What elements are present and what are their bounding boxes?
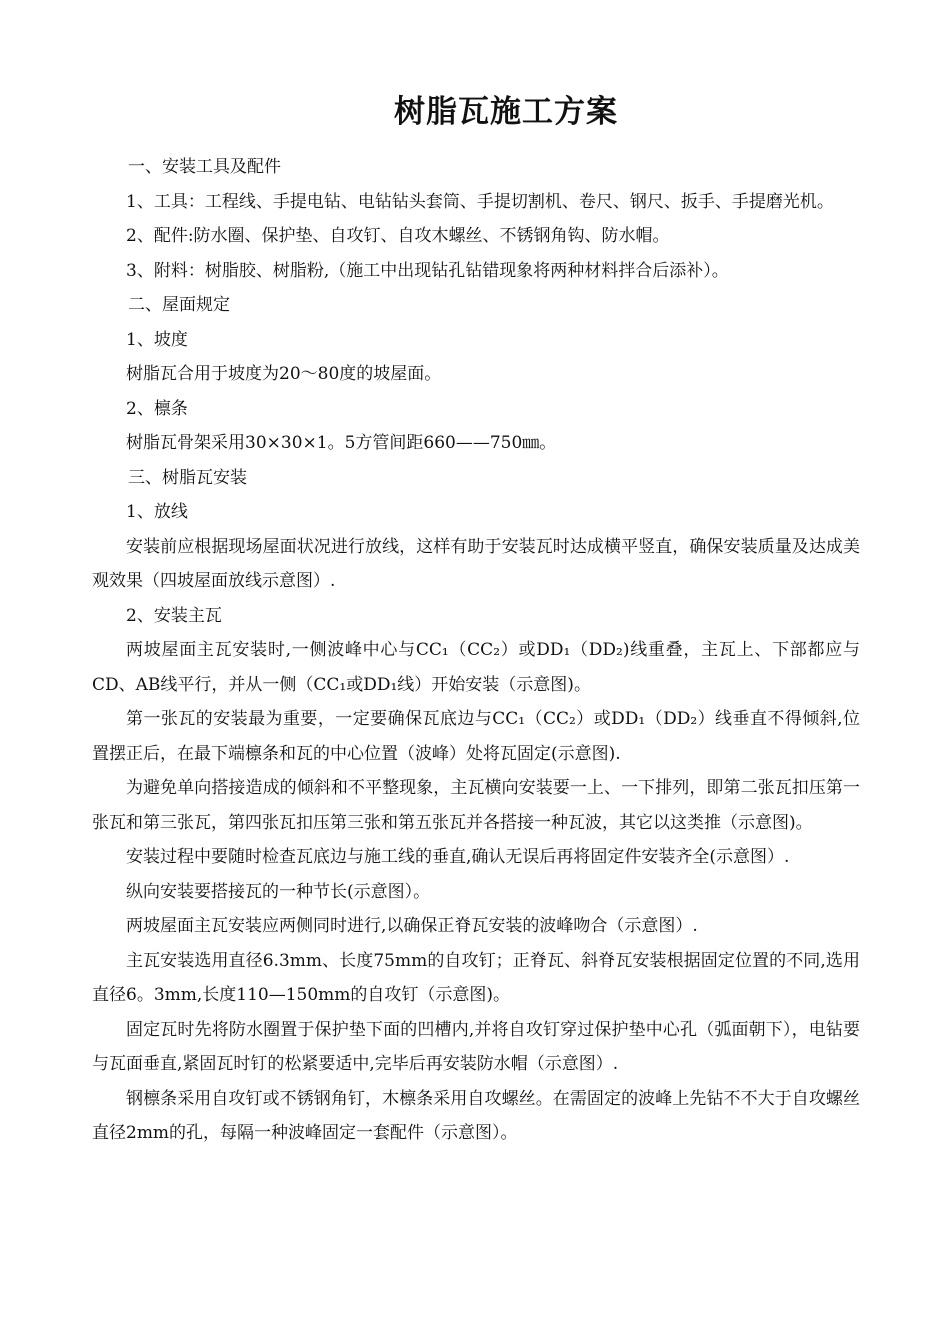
document-title: 树脂瓦施工方案 xyxy=(394,94,618,130)
paragraph: 树脂瓦合用于坡度为20～80度的坡屋面。 xyxy=(126,364,442,384)
section-heading: 一、安装工具及配件 xyxy=(128,157,281,177)
paragraph: 安装过程中要随时检查瓦底边与施工线的垂直,确认无误后再将固定件安装齐全(示意图）. xyxy=(126,847,790,867)
paragraph: 1、放线 xyxy=(126,502,188,522)
document-body xyxy=(92,150,860,1151)
paragraph: 主瓦安装选用直径6.3mm、长度75mm的自攻钉；正脊瓦、斜脊瓦安装根据固定位置的不同,选用直径6。3mm,长度110—150mm的自攻钉（示意图)。 xyxy=(92,950,860,1005)
paragraph: 2、配件:防水圈、保护垫、自攻钉、自攻木螺丝、不锈钢角钩、防水帽。 xyxy=(126,226,670,246)
section-heading: 二、屋面规定 xyxy=(128,295,230,315)
paragraph: 1、坡度 xyxy=(126,329,188,350)
paragraph: 第一张瓦的安装最为重要，一定要确保瓦底边与CC₁（CC₂）或DD₁（DD₂）线垂直不得倾斜,位置摆正后，在最下端檩条和瓦的中心位置（波峰）处将瓦固定(示意图). xyxy=(92,709,860,764)
paragraph: 纵向安装要搭接瓦的一种节长(示意图）。 xyxy=(126,881,431,902)
paragraph: 固定瓦时先将防水圈置于保护垫下面的凹槽内,并将自攻钉穿过保护垫中心孔（弧面朝下），电钻要与瓦面垂直,紧固瓦时钉的松紧要适中,完毕后再安装防水帽（示意图）. xyxy=(92,1019,860,1074)
paragraph: 两坡屋面主瓦安装时,一侧波峰中心与CC₁（CC₂）或DD₁（DD₂)线重叠，主瓦上、下部都应与CD、AB线平行，并从一侧（CC₁或DD₁线）开始安装（示意图)。 xyxy=(92,640,860,695)
paragraph: 为避免单向搭接造成的倾斜和不平整现象，主瓦横向安装要一上、一下排列，即第二张瓦扣压第一张瓦和第三张瓦，第四张瓦扣压第三张和第五张瓦并各搭接一种瓦波，其它以这类推（示意图)。 xyxy=(92,778,860,833)
paragraph: 两坡屋面主瓦安装应两侧同时进行,以确保正脊瓦安装的波峰吻合（示意图）. xyxy=(126,916,698,936)
section-heading: 三、树脂瓦安装 xyxy=(128,467,247,488)
paragraph: 树脂瓦骨架采用30×30×1。5方管间距660——750㎜。 xyxy=(126,433,557,453)
paragraph: 钢檩条采用自攻钉或不锈钢角钉，木檩条采用自攻螺丝。在需固定的波峰上先钻不不大于自攻螺丝直径2mm的孔，每隔一种波峰固定一套配件（示意图）。 xyxy=(92,1088,860,1143)
paragraph: 2、檩条 xyxy=(126,398,188,419)
paragraph: 1、工具：工程线、手提电钻、电钻钻头套筒、手提切割机、卷尺、钢尺、扳手、手提磨光机。 xyxy=(126,191,834,212)
paragraph: 安装前应根据现场屋面状况进行放线，这样有助于安装瓦时达成横平竖直，确保安装质量及达成美观效果（四坡屋面放线示意图）. xyxy=(92,536,860,591)
paragraph: 3、附料：树脂胶、树脂粉,（施工中出现钻孔钻错现象将两种材料拌合后添补）。 xyxy=(126,260,729,281)
document-page xyxy=(92,88,860,1151)
paragraph: 2、安装主瓦 xyxy=(126,605,222,626)
